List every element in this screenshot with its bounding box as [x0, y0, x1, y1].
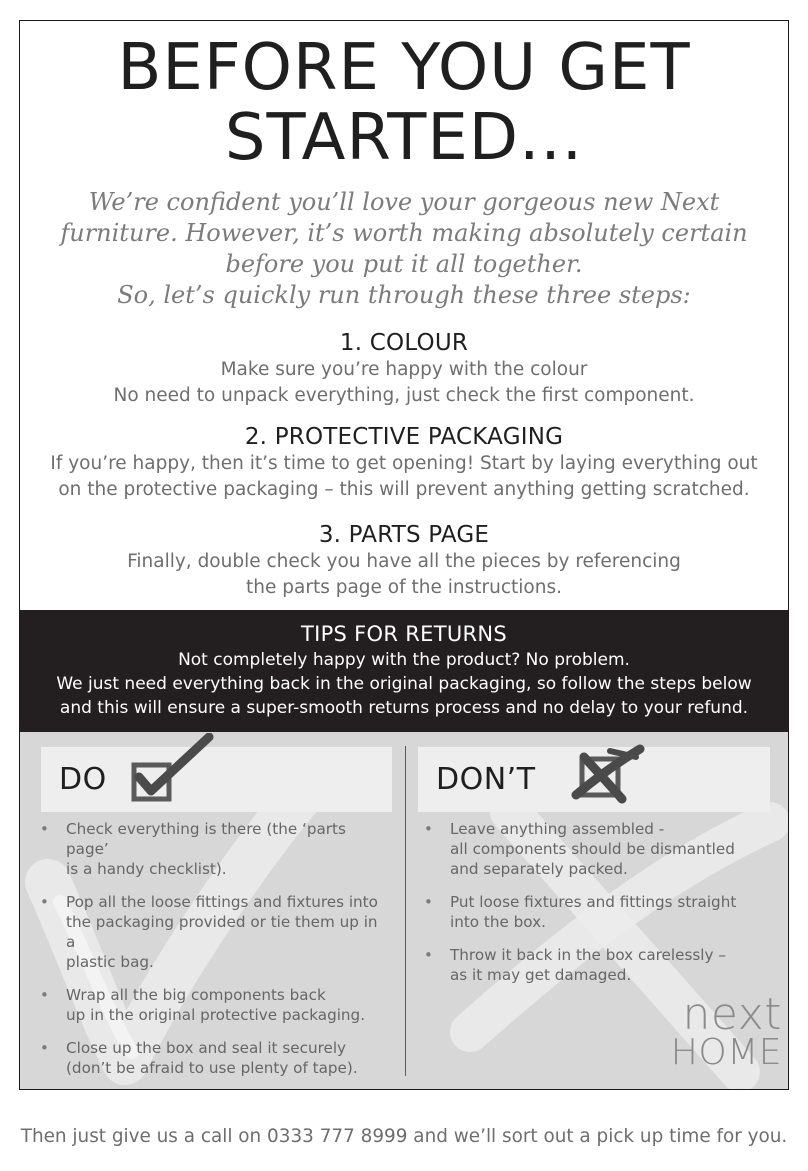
item-line: • Leave anything assembled - — [450, 820, 665, 838]
column-divider — [405, 746, 406, 1076]
intro-line: We’re confident you’ll love your gorgeous new Next — [88, 188, 720, 216]
item-line: • Check everything is there (the ‘parts page’ — [66, 820, 346, 858]
step-line: No need to unpack everything, just check the first component. — [113, 385, 695, 406]
item-line: • Wrap all the big components back — [66, 986, 326, 1004]
step-protective-packaging — [20, 423, 788, 503]
instruction-sheet — [19, 20, 789, 1090]
intro-text — [20, 187, 788, 311]
returns-tips-band — [20, 610, 788, 732]
item-line: • Put loose fixtures and fittings straight — [450, 893, 737, 911]
list-item — [424, 819, 754, 879]
item-line: • Pop all the loose fittings and fixtures into — [66, 893, 378, 911]
step-colour — [20, 329, 788, 409]
item-line: into the box. — [450, 913, 546, 931]
page-title — [20, 33, 788, 173]
step-line: on the protective packaging – this will prevent anything getting scratched. — [58, 479, 750, 500]
logo-next: next — [682, 989, 782, 1040]
step-heading: 3. PARTS PAGE — [318, 522, 490, 548]
do-label: DO — [59, 762, 107, 797]
dont-list — [424, 819, 754, 998]
step-line: the parts page of the instructions. — [246, 577, 562, 598]
do-header — [41, 747, 392, 812]
do-list — [40, 819, 390, 1090]
list-item — [424, 945, 754, 985]
next-home-logo — [652, 989, 782, 1073]
checkbox-tick-icon — [129, 733, 219, 805]
checkbox-cross-icon — [570, 739, 650, 811]
dont-header — [418, 747, 770, 812]
item-line: • Close up the box and seal it securely — [66, 1039, 347, 1057]
item-line: plastic bag. — [66, 953, 154, 971]
step-body — [20, 549, 788, 601]
dont-label: DON’T — [436, 762, 536, 797]
list-item — [40, 1038, 390, 1078]
list-item — [424, 892, 754, 932]
step-line: Make sure you’re happy with the colour — [220, 359, 588, 380]
intro-line: So, let’s quickly run through these three steps: — [117, 281, 691, 309]
do-dont-section — [20, 732, 788, 1090]
returns-heading: TIPS FOR RETURNS — [300, 622, 508, 646]
intro-line: before you put it all together. — [225, 250, 583, 278]
intro-line: furniture. However, it’s worth making absolutely certain — [60, 219, 748, 247]
item-line: the packaging provided or tie them up in a — [66, 913, 378, 951]
title-line-1: BEFORE YOU GET — [117, 31, 691, 105]
list-item — [40, 892, 390, 972]
step-line: Finally, double check you have all the pieces by referencing — [127, 551, 681, 572]
step-body — [20, 451, 788, 503]
item-line: up in the original protective packaging. — [66, 1006, 366, 1024]
item-line: and separately packed. — [450, 860, 628, 878]
list-item — [40, 819, 390, 879]
step-body — [20, 357, 788, 409]
returns-line: We just need everything back in the original packaging, so follow the steps below — [56, 674, 752, 694]
step-parts-page — [20, 521, 788, 601]
item-line: (don’t be afraid to use plenty of tape). — [66, 1059, 358, 1077]
item-line: as it may get damaged. — [450, 966, 632, 984]
returns-body — [20, 648, 788, 720]
item-line: is a handy checklist). — [66, 860, 227, 878]
step-heading: 1. COLOUR — [339, 330, 469, 356]
returns-line: and this will ensure a super-smooth returns process and no delay to your refund. — [59, 698, 749, 718]
title-line-2: STARTED... — [224, 101, 584, 175]
step-heading: 2. PROTECTIVE PACKAGING — [244, 424, 564, 450]
item-line: • Throw it back in the box carelessly – — [450, 946, 726, 964]
list-item — [40, 985, 390, 1025]
returns-line: Not completely happy with the product? No problem. — [178, 650, 630, 670]
logo-home: HOME — [670, 1032, 782, 1073]
footer-call-text: Then just give us a call on 0333 777 8999 and we’ll sort out a pick up time for you. — [20, 1126, 788, 1147]
item-line: all components should be dismantled — [450, 840, 735, 858]
step-line: If you’re happy, then it’s time to get opening! Start by laying everything out — [50, 453, 758, 474]
